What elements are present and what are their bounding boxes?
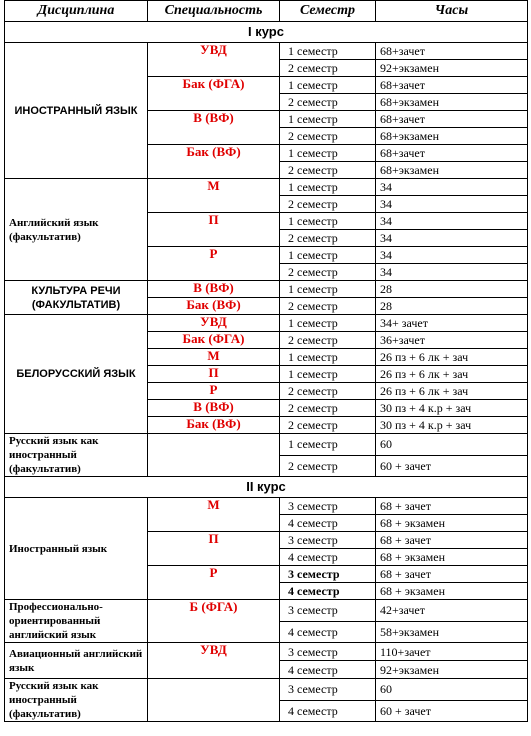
table-row	[5, 43, 528, 60]
specialty-cell: УВД	[148, 643, 280, 679]
hours-cell: 60 + зачет	[376, 455, 528, 477]
semester-cell: 1 семестр	[280, 43, 376, 60]
semester-cell: 2 семестр	[280, 196, 376, 213]
semester-cell: 4 семестр	[280, 549, 376, 566]
specialty-cell: УВД	[148, 315, 280, 332]
hours-cell: 68+зачет	[376, 77, 528, 94]
hours-cell: 60	[376, 434, 528, 456]
table-row	[5, 281, 528, 298]
header-semester: Семестр	[280, 1, 376, 22]
hours-cell: 36+зачет	[376, 332, 528, 349]
course-2-row	[5, 477, 528, 498]
specialty-cell: Бак (ВФ)	[148, 298, 280, 315]
header-discipline: Дисциплина	[5, 1, 148, 22]
specialty-cell: В (ВФ)	[148, 400, 280, 417]
hours-cell: 34	[376, 196, 528, 213]
semester-cell: 2 семестр	[280, 383, 376, 400]
semester-cell: 2 семестр	[280, 230, 376, 247]
hours-cell: 28	[376, 281, 528, 298]
semester-cell: 2 семестр	[280, 128, 376, 145]
hours-cell: 30 пз + 4 к.р + зач	[376, 400, 528, 417]
discipline-cell: ИНОСТРАННЫЙ ЯЗЫК	[5, 43, 148, 179]
discipline-cell: Русский язык как иностранный (факультатив)	[5, 434, 148, 477]
table-row	[5, 498, 528, 515]
hours-cell: 30 пз + 4 к.р + зач	[376, 417, 528, 434]
course-1-title: I курс	[5, 22, 528, 43]
specialty-cell: Б (ФГА)	[148, 600, 280, 643]
table-row	[5, 679, 528, 701]
semester-cell: 2 семестр	[280, 400, 376, 417]
semester-cell: 1 семестр	[280, 213, 376, 230]
discipline-cell: БЕЛОРУССКИЙ ЯЗЫК	[5, 315, 148, 434]
specialty-cell: М	[148, 498, 280, 532]
hours-cell: 68 + зачет	[376, 498, 528, 515]
hours-cell: 34	[376, 247, 528, 264]
specialty-cell: УВД	[148, 43, 280, 77]
discipline-cell: Русский язык как иностранный (факультатив)	[5, 679, 148, 722]
table-row	[5, 179, 528, 196]
hours-cell: 68+зачет	[376, 145, 528, 162]
semester-cell: 1 семестр	[280, 77, 376, 94]
semester-cell: 4 семестр	[280, 515, 376, 532]
course-2-title: II курс	[5, 477, 528, 498]
hours-cell: 68 + экзамен	[376, 549, 528, 566]
semester-cell: 3 семестр	[280, 566, 376, 583]
discipline-cell: Иностранный язык	[5, 498, 148, 600]
hours-cell: 68 + зачет	[376, 532, 528, 549]
hours-cell: 34	[376, 264, 528, 281]
specialty-cell: Р	[148, 247, 280, 281]
specialty-cell: П	[148, 532, 280, 566]
semester-cell: 1 семестр	[280, 145, 376, 162]
specialty-cell: Бак (ФГА)	[148, 332, 280, 349]
semester-cell: 1 семестр	[280, 247, 376, 264]
table-row	[5, 434, 528, 456]
hours-cell: 60	[376, 679, 528, 701]
specialty-cell: В (ВФ)	[148, 111, 280, 145]
hours-cell: 68+экзамен	[376, 128, 528, 145]
header-row	[5, 1, 528, 22]
specialty-cell: П	[148, 366, 280, 383]
hours-cell: 92+экзамен	[376, 661, 528, 679]
specialty-cell: М	[148, 179, 280, 213]
semester-cell: 2 семестр	[280, 417, 376, 434]
course-1-row	[5, 22, 528, 43]
semester-cell: 2 семестр	[280, 298, 376, 315]
specialty-cell: В (ВФ)	[148, 281, 280, 298]
table-row	[5, 643, 528, 661]
semester-cell: 3 семестр	[280, 498, 376, 515]
hours-cell: 58+экзамен	[376, 621, 528, 643]
semester-cell: 4 семестр	[280, 661, 376, 679]
semester-cell: 2 семестр	[280, 455, 376, 477]
specialty-cell	[148, 434, 280, 477]
semester-cell: 3 семестр	[280, 643, 376, 661]
specialty-cell: Бак (ВФ)	[148, 145, 280, 179]
semester-cell: 1 семестр	[280, 111, 376, 128]
semester-cell: 1 семестр	[280, 366, 376, 383]
semester-cell: 1 семестр	[280, 349, 376, 366]
semester-cell: 1 семестр	[280, 434, 376, 456]
specialty-cell: Р	[148, 566, 280, 600]
discipline-cell: Профессионально-ориентированный английский язык	[5, 600, 148, 643]
hours-cell: 92+экзамен	[376, 60, 528, 77]
hours-cell: 42+зачет	[376, 600, 528, 622]
semester-cell: 3 семестр	[280, 600, 376, 622]
table-row	[5, 315, 528, 332]
semester-cell: 2 семестр	[280, 60, 376, 77]
semester-cell: 1 семестр	[280, 281, 376, 298]
discipline-cell: Авиационный английский язык	[5, 643, 148, 679]
hours-cell: 68+экзамен	[376, 162, 528, 179]
semester-cell: 2 семестр	[280, 94, 376, 111]
curriculum-table	[4, 0, 528, 722]
specialty-cell	[148, 679, 280, 722]
hours-cell: 26 пз + 6 лк + зач	[376, 383, 528, 400]
hours-cell: 60 + зачет	[376, 700, 528, 722]
discipline-cell: Английский язык (факультатив)	[5, 179, 148, 281]
table-row	[5, 600, 528, 622]
semester-cell: 2 семестр	[280, 264, 376, 281]
hours-cell: 34	[376, 213, 528, 230]
semester-cell: 3 семестр	[280, 679, 376, 701]
header-hours: Часы	[376, 1, 528, 22]
semester-cell: 4 семестр	[280, 621, 376, 643]
semester-cell: 1 семестр	[280, 179, 376, 196]
hours-cell: 34+ зачет	[376, 315, 528, 332]
hours-cell: 68 + экзамен	[376, 583, 528, 600]
hours-cell: 34	[376, 230, 528, 247]
header-specialty: Специальность	[148, 1, 280, 22]
specialty-cell: Бак (ВФ)	[148, 417, 280, 434]
hours-cell: 26 пз + 6 лк + зач	[376, 366, 528, 383]
hours-cell: 110+зачет	[376, 643, 528, 661]
hours-cell: 68+зачет	[376, 43, 528, 60]
specialty-cell: П	[148, 213, 280, 247]
specialty-cell: Р	[148, 383, 280, 400]
semester-cell: 3 семестр	[280, 532, 376, 549]
hours-cell: 68+экзамен	[376, 94, 528, 111]
semester-cell: 4 семестр	[280, 583, 376, 600]
specialty-cell: Бак (ФГА)	[148, 77, 280, 111]
discipline-cell: КУЛЬТУРА РЕЧИ (ФАКУЛЬТАТИВ)	[5, 281, 148, 315]
semester-cell: 2 семестр	[280, 332, 376, 349]
semester-cell: 4 семестр	[280, 700, 376, 722]
semester-cell: 2 семестр	[280, 162, 376, 179]
semester-cell: 1 семестр	[280, 315, 376, 332]
hours-cell: 68 + экзамен	[376, 515, 528, 532]
hours-cell: 68 + зачет	[376, 566, 528, 583]
hours-cell: 26 пз + 6 лк + зач	[376, 349, 528, 366]
specialty-cell: М	[148, 349, 280, 366]
hours-cell: 28	[376, 298, 528, 315]
hours-cell: 68+зачет	[376, 111, 528, 128]
hours-cell: 34	[376, 179, 528, 196]
